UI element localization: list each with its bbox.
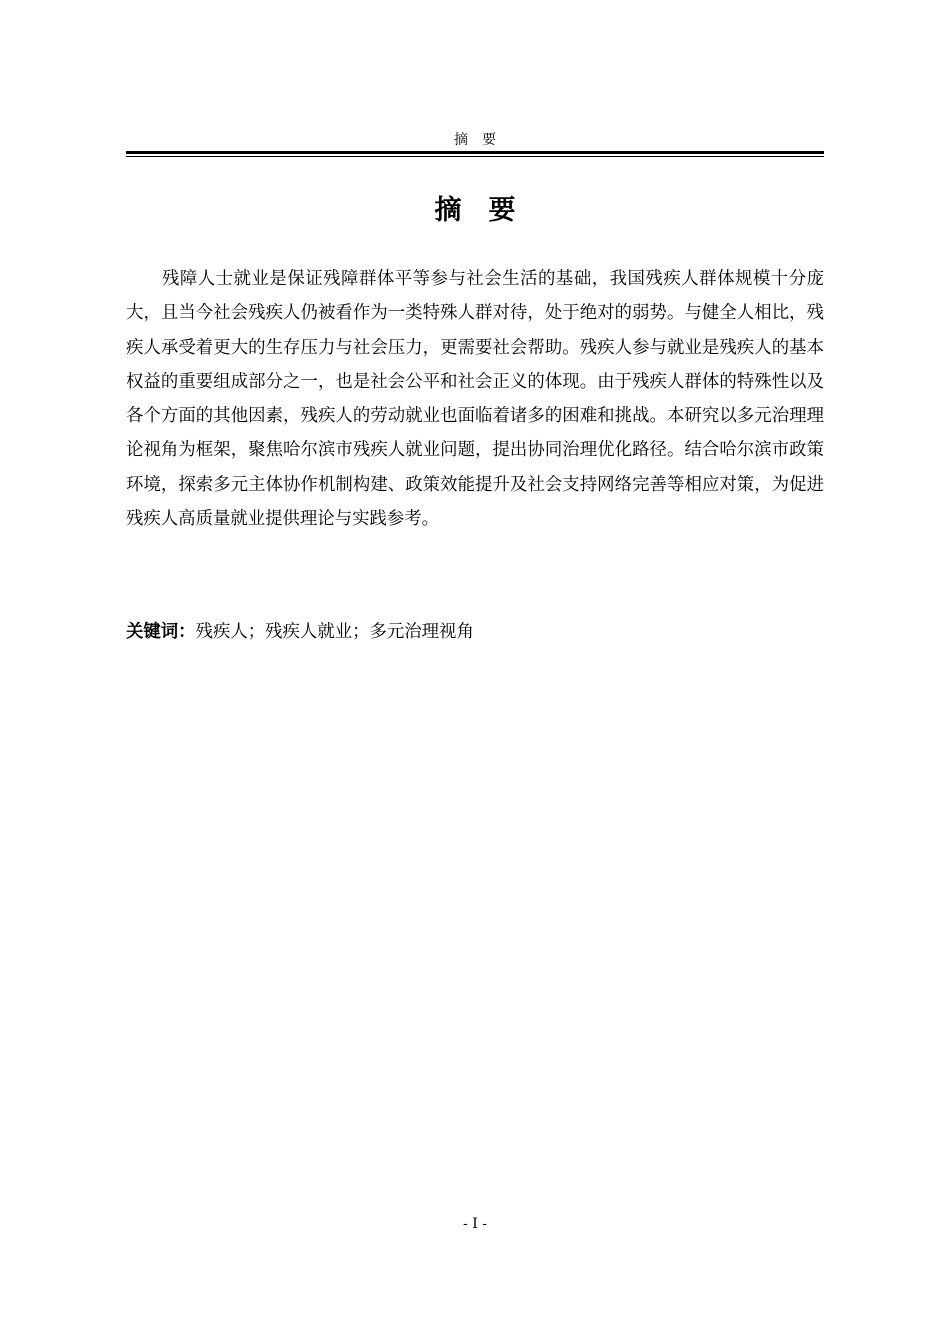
header-rule-thick <box>126 151 824 154</box>
abstract-title: 摘要 <box>434 195 543 226</box>
running-header: 摘要 <box>454 132 510 148</box>
keywords-line <box>126 618 824 646</box>
keywords-value: 残疾人；残疾人就业；多元治理视角 <box>195 622 474 642</box>
keywords-label: 关键词： <box>126 622 196 642</box>
header-rule-thin <box>126 156 824 157</box>
page-number: - I - <box>463 1216 487 1232</box>
abstract-paragraph: 残障人士就业是保证残障群体平等参与社会生活的基础，我国残疾人群体规模十分庞大，且当今社会残疾人仍被看作为一类特殊人群对待，处于绝对的弱势。与健全人相比，残疾人承受着更大的生存压力与社会压力，更需要社会帮助。残疾人参与就业是残疾人的基本权益的重要组成部分之一，也是社会公平和社会正义的体现。由于残疾人群体的特殊性以及各个方面的其他因素，残疾人的劳动就业也面临着诸多的困难和挑战。本研究以多元治理理论视角为框架，聚焦哈尔滨市残疾人就业问题，提出协同治理优化路径。结合哈尔滨市政策环境，探索多元主体协作机制构建、政策效能提升及社会支持网络完善等相应对策，为促进残疾人高质量就业提供理论与实践参考。 <box>126 269 824 530</box>
